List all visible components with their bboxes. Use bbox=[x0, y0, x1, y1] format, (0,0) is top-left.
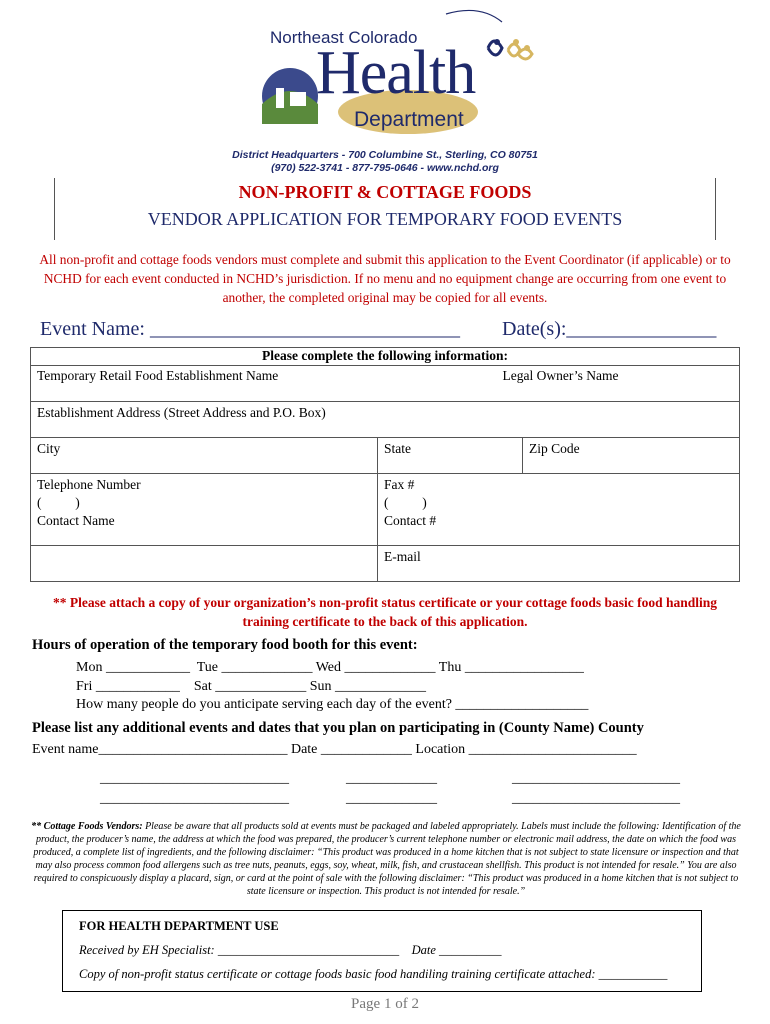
hours-row-weekdays[interactable]: Mon ____________ Tue _____________ Wed _____________ Thu _________________ bbox=[76, 660, 584, 675]
health-department-use-box bbox=[62, 910, 702, 992]
page-number: Page 1 of 2 bbox=[351, 996, 419, 1012]
fax-cell[interactable] bbox=[378, 474, 740, 546]
email-label: E-mail bbox=[384, 549, 421, 564]
title-line-2: VENDOR APPLICATION FOR TEMPORARY FOOD EVENTS bbox=[147, 209, 623, 229]
event-location-blank-3[interactable]: ________________________ bbox=[512, 791, 680, 806]
cottage-foods-notice bbox=[30, 820, 742, 898]
telephone-cell[interactable] bbox=[31, 474, 378, 546]
email-cell[interactable] bbox=[378, 546, 740, 582]
people-served-field[interactable]: How many people do you anticipate serving each day of the event? ___________________ bbox=[76, 697, 589, 712]
cottage-foods-text: Please be aware that all products sold at events must be packaged and labeled appropriately. Labels must include the following: Identification of the product, the producer’s name, the address at which the food was prepared, the producer’s current telephone number or electronic mail address, the date on which the food was produced, a complete list of ingredients, and the following disclaimer: “This product was produced in a home kitchen that is not subject to state licensure or inspection and that may also process common food allergens such as tree nuts, peanuts, eggs, soy, wheat, milk, fish, and crustacean shellfish. This product is not intended for resale.” You are also required to conspicuously display a placard, sign, or card at the point of sale with the following disclaimer: “This product was produced in a home kitchen that is not subject to state licensure or inspection. This product is not intended for resale.” bbox=[33, 821, 741, 897]
zip-label: Zip Code bbox=[529, 441, 580, 456]
fax-label: Fax # bbox=[384, 477, 415, 492]
event-date-blank-2[interactable]: _____________ bbox=[346, 771, 437, 786]
fax-area: ( ) bbox=[384, 495, 427, 510]
cottage-foods-lead: ** Cottage Foods Vendors: bbox=[31, 821, 143, 832]
establishment-name-label: Temporary Retail Food Establishment Name bbox=[37, 368, 279, 383]
logo-northeast-text: Northeast Colorado bbox=[270, 28, 418, 47]
district-contact: (970) 522-3741 - 877-795-0646 - www.nchd.org bbox=[271, 162, 499, 174]
attach-certificate-note: ** Please attach a copy of your organization’s non-profit status certificate or your cottage foods basic food handling training certificate to the back of this application. bbox=[52, 595, 718, 629]
intro-text: All non-profit and cottage foods vendors must complete and submit this application to the Event Coordinator (if applicable) or to NCHD for each event conducted in NCHD’s jurisdiction. If no menu and no equipment change are occurring from one event to another, the completed original may be copied for all events. bbox=[39, 252, 731, 305]
zip-cell[interactable] bbox=[523, 438, 740, 474]
hours-heading: Hours of operation of the temporary food booth for this event: bbox=[32, 637, 418, 653]
event-name-field[interactable]: Event Name: _______________________________ bbox=[40, 318, 460, 340]
legal-owner-label: Legal Owner’s Name bbox=[502, 368, 619, 383]
event-name-blank-3[interactable]: ___________________________ bbox=[100, 791, 289, 806]
establishment-name-cell[interactable] bbox=[31, 366, 740, 402]
event-dates-field[interactable]: Date(s):_______________ bbox=[502, 318, 717, 340]
event-name-blank-2[interactable]: ___________________________ bbox=[100, 771, 289, 786]
city-cell[interactable] bbox=[31, 438, 378, 474]
state-label: State bbox=[384, 441, 411, 456]
event-location-blank-2[interactable]: ________________________ bbox=[512, 771, 680, 786]
event-date-blank-3[interactable]: _____________ bbox=[346, 791, 437, 806]
address-label: Establishment Address (Street Address and P.O. Box) bbox=[37, 405, 326, 420]
title-box bbox=[54, 178, 716, 240]
address-cell[interactable] bbox=[31, 402, 740, 438]
certificate-attached-field[interactable]: Copy of non-profit status certificate or cottage foods basic food handiling training certificate attached: ___________ bbox=[79, 967, 668, 981]
info-table-header: Please complete the following information: bbox=[31, 348, 740, 366]
title-line-1: NON-PROFIT & COTTAGE FOODS bbox=[238, 182, 532, 202]
hours-row-weekend[interactable]: Fri ____________ Sat _____________ Sun _____________ bbox=[76, 679, 427, 694]
nchd-logo bbox=[250, 8, 540, 143]
blank-cell[interactable] bbox=[31, 546, 378, 582]
district-address: District Headquarters - 700 Columbine St., Sterling, CO 80751 bbox=[232, 149, 538, 161]
logo-department-text: Department bbox=[354, 108, 464, 131]
telephone-area: ( ) bbox=[37, 495, 80, 510]
vendor-info-table bbox=[30, 347, 740, 582]
state-cell[interactable] bbox=[378, 438, 523, 474]
additional-events-heading: Please list any additional events and dates that you plan on participating in (County Name) County bbox=[32, 720, 644, 736]
telephone-label: Telephone Number bbox=[37, 477, 141, 492]
contact-name-label: Contact Name bbox=[37, 513, 115, 528]
received-by-field[interactable]: Received by EH Specialist: _____________________________ Date __________ bbox=[79, 943, 502, 957]
health-dept-heading: FOR HEALTH DEPARTMENT USE bbox=[79, 919, 279, 933]
contact-number-label: Contact # bbox=[384, 513, 437, 528]
city-label: City bbox=[37, 441, 61, 456]
additional-event-row-1[interactable]: Event name___________________________ Date _____________ Location ________________________ bbox=[32, 742, 637, 757]
logo-health-text: Health bbox=[316, 39, 476, 107]
